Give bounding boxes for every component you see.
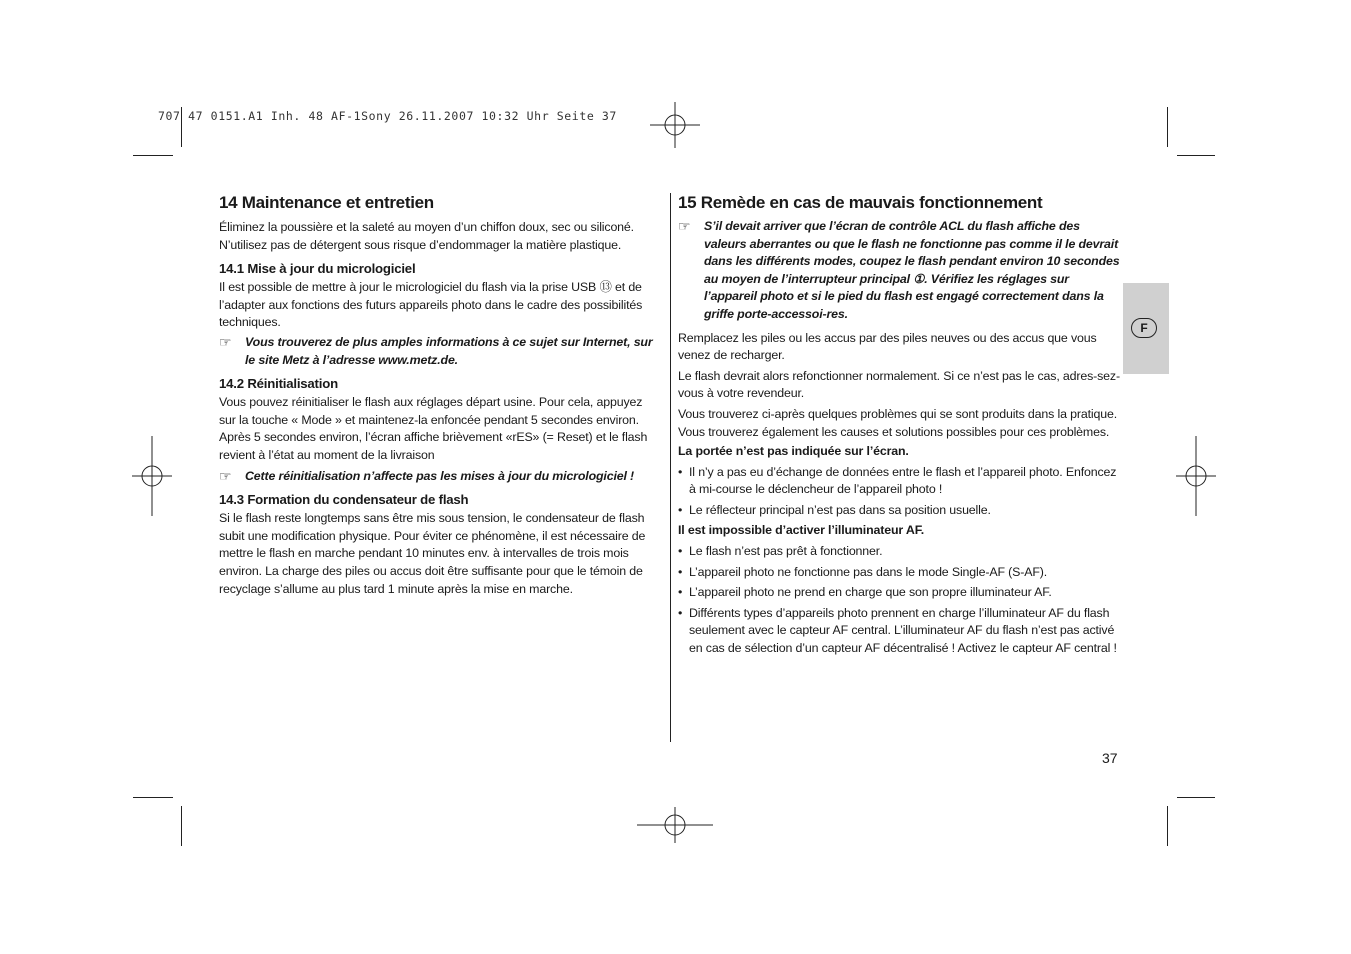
section-14-1-heading: 14.1 Mise à jour du micrologiciel — [219, 261, 416, 277]
pointing-hand-icon: ☞ — [219, 333, 232, 350]
list-item: • Il n’y a pas eu d’échange de données entre le flash et l’appareil photo. Enfoncez à mi-course le déclencheur de l’appareil photo ! — [678, 464, 1120, 499]
section-14-title: 14 Maintenance et entretien — [219, 193, 434, 212]
list-item: • Différents types d’appareils photo prennent en charge l’illuminateur AF du flash seulement avec le capteur AF central. L’illuminateur AF du flash n’est pas activé en cas de sélection d’un capteur AF décentralisé ! Activez le capteur AF central ! — [678, 605, 1120, 658]
crop-mark — [1167, 107, 1168, 147]
section-15-title: 15 Remède en cas de mauvais fonctionnement — [678, 193, 1043, 212]
paragraph-2: Le flash devrait alors refonctionner normalement. Si ce n’est pas le cas, adres-sez-vous à votre revendeur. — [678, 368, 1120, 401]
note-14-2-text: Cette réinitialisation n’affecte pas les mises à jour du micrologiciel ! — [245, 468, 635, 483]
intro-text: Éliminez la poussière et la saleté au moyen d’un chiffon doux, sec ou siliconé. N’utilisez pas de détergent sous risque d’endommager la matière plastique. — [219, 220, 634, 252]
note-14-2 — [219, 468, 661, 486]
list-item-text: L’appareil photo ne prend en charge que son propre illuminateur AF. — [689, 585, 1052, 600]
list-item-text: Différents types d’appareils photo prennent en charge l’illuminateur AF du flash seulement avec le capteur AF central. L’illuminateur AF du flash n’est pas activé en cas de sélection d’un capteur AF décentralisé ! Activez le capteur AF central ! — [689, 605, 1117, 656]
section-14-1-text: Il est possible de mettre à jour le micrologiciel du flash via la prise USB ⑬ et de l’adapter aux fonctions des futurs appareils photo dans le cadre des possibilités techniques. — [219, 280, 643, 330]
note-15 — [678, 218, 1120, 324]
column-divider — [670, 193, 671, 742]
section-14-3-heading: 14.3 Formation du condensateur de flash — [219, 492, 469, 508]
section-14-2-heading: 14.2 Réinitialisation — [219, 376, 338, 392]
crop-mark — [1177, 797, 1215, 798]
crop-mark — [133, 797, 173, 798]
right-column — [678, 193, 1120, 658]
registration-mark-bottom — [637, 805, 713, 845]
crop-mark — [181, 806, 182, 846]
list-item-text: L’appareil photo ne fonctionne pas dans le mode Single-AF (S-AF). — [689, 564, 1048, 579]
list-item-text: Le flash n’est pas prêt à fonctionner. — [689, 544, 883, 559]
crop-mark — [1167, 806, 1168, 846]
list-item-text: Le réflecteur principal n’est pas dans sa position usuelle. — [689, 502, 991, 517]
language-tab-label: F — [1131, 318, 1157, 338]
page-number: 37 — [1102, 750, 1118, 766]
crop-mark — [1177, 155, 1215, 156]
section-14-2-text: Vous pouvez réinitialiser le flash aux réglages départ usine. Pour cela, appuyez sur la touche « Mode » et maintenez-la enfoncée pendant 5 secondes environ. Après 5 secondes environ, l’écran affiche brièvement «rES» (= Reset) et le flash revient à l’état au moment de la livraison — [219, 395, 648, 462]
registration-mark-top — [650, 100, 700, 150]
registration-mark-right — [1176, 436, 1216, 516]
paragraph-3: Vous trouverez ci-après quelques problèmes qui se sont produits dans la pratique. Vous trouverez également les causes et solutions possibles pour ces problèmes. — [678, 406, 1117, 439]
note-14-1 — [219, 334, 661, 369]
note-15-text: S’il devait arriver que l’écran de contrôle ACL du flash affiche des valeurs aberrantes ou que le flash ne fonctionne pas comme il le devrait dans les différents modes, coupez le flash pendant environ 10 secondes au moyen de l’interrupteur principal ①. Vérifiez les réglages sur l’appareil photo et si le pied du flash est engagé correctement dans la griffe porte-accessoi-res. — [704, 219, 1120, 321]
crop-mark — [133, 155, 173, 156]
list-item: • L’appareil photo ne fonctionne pas dans le mode Single-AF (S-AF). — [678, 564, 1120, 582]
list-item-text: Il n’y a pas eu d’échange de données entre le flash et l’appareil photo. Enfoncez à mi-course le déclencheur de l’appareil photo ! — [689, 464, 1117, 497]
list-item: • Le réflecteur principal n’est pas dans sa position usuelle. — [678, 502, 1120, 520]
left-column — [219, 193, 661, 598]
paragraph-1: Remplacez les piles ou les accus par des piles neuves ou des accus que vous venez de recharger. — [678, 330, 1097, 363]
registration-mark-left — [132, 436, 172, 516]
list-item: • L’appareil photo ne prend en charge que son propre illuminateur AF. — [678, 584, 1120, 602]
problem-1-heading: La portée n’est pas indiquée sur l’écran. — [678, 444, 909, 459]
pointing-hand-icon: ☞ — [678, 218, 691, 234]
problem-2-heading: Il est impossible d’activer l’illuminateur AF. — [678, 522, 925, 537]
print-header: 707 47 0151.A1 Inh. 48 AF-1Sony 26.11.2007 10:32 Uhr Seite 37 — [158, 109, 617, 123]
pointing-hand-icon: ☞ — [219, 467, 232, 484]
section-14-3-text: Si le flash reste longtemps sans être mis sous tension, le condensateur de flash subit une modification physique. Pour éviter ce phénomène, il est nécessaire de mettre le flash en marche pendant 10 minutes env. à intervalles de trois mois environ. La charge des piles ou accus doit être suffisante pour que le témoin de recyclage s’allume au plus tard 1 minute après la mise en marche. — [219, 511, 646, 596]
note-14-1-text: Vous trouverez de plus amples informations à ce sujet sur Internet, sur le site Metz à l’adresse www.metz.de. — [245, 334, 653, 367]
list-item: • Le flash n’est pas prêt à fonctionner. — [678, 543, 1120, 561]
